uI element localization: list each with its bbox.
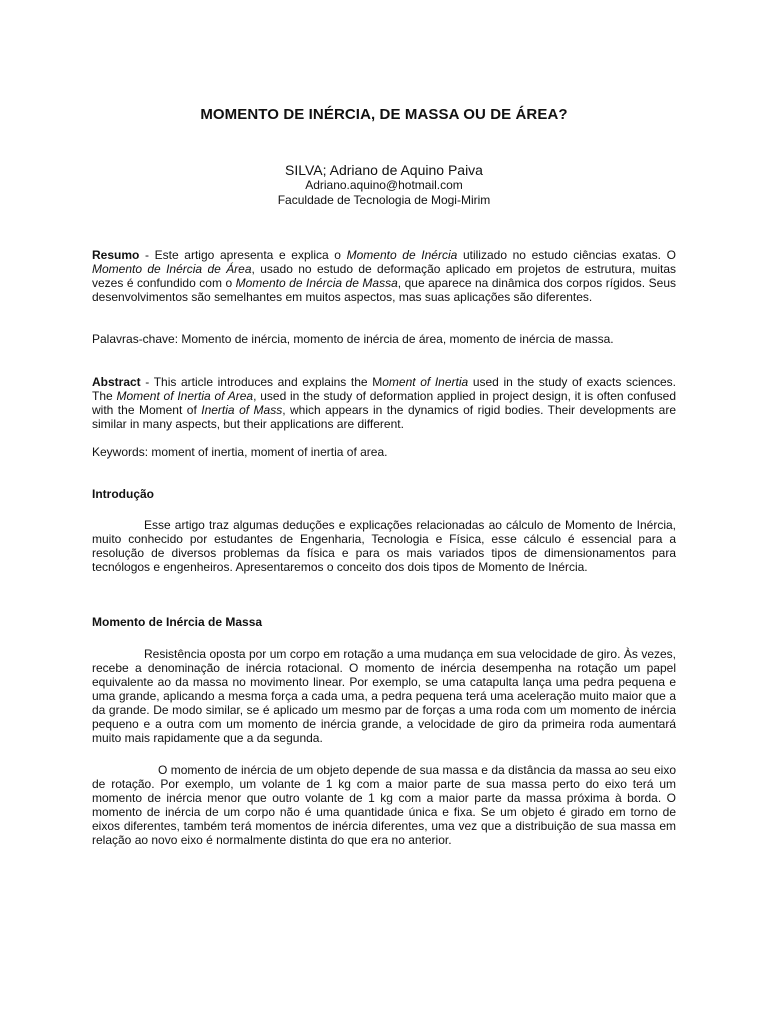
abstract-text-3: , used in the study of deformation applied in project design, it is often confused with the Moment of [92, 389, 677, 417]
section-heading-introducao: Introdução [92, 487, 154, 501]
section-heading-momento-massa: Momento de Inércia de Massa [92, 615, 263, 629]
momento-massa-paragraph-1: Resistência oposta por um corpo em rotação a uma mudança em sua velocidade de giro. Às vezes, recebe a denominação de inércia rotacional. O momento de inércia desempenha na rotação um papel equivalente ao da massa no movimento linear. Por exemplo, se uma catapulta lança uma pedra pequena e uma grande, aplicando a mesma força a cada uma, a pedra pequena terá uma aceleração muito maior que a da grande. De modo similar, se é aplicado um mesmo par de forças a uma roda com um momento de inércia pequeno e a outra com um momento de inércia grande, a velocidade de giro da primeira roda aumentará muito mais rapidamente que a da segunda. [92, 647, 676, 745]
resumo-text-4: , que aparece na dinâmica dos corpos rígidos. Seus desenvolvimentos são semelhantes em muitos aspectos, mas suas aplicações são diferentes. [92, 276, 676, 304]
paper-title: MOMENTO DE INÉRCIA, DE MASSA OU DE ÁREA? [200, 106, 568, 123]
abstract-text-1: - This article introduces and explains the M [140, 375, 383, 389]
resumo-italic-3: Momento de Inércia de Massa [235, 276, 398, 290]
palavras-chave: Palavras-chave: Momento de inércia, momento de inércia de área, momento de inércia de massa. [92, 332, 614, 346]
author-email: Adriano.aquino@hotmail.com [305, 178, 463, 192]
introducao-paragraph: Esse artigo traz algumas deduções e explicações relacionadas ao cálculo de Momento de Inércia, muito conhecido por estudantes de Engenharia, Tecnologia e Física, esse cálculo é essencial para a resolução de diversos problemas da física e para os mais variados tipos de dimensionamentos para tecnólogos e engenheiros. Apresentaremos o conceito dos dois tipos de Momento de Inércia. [92, 518, 676, 574]
author-affiliation: Faculdade de Tecnologia de Mogi-Mirim [277, 193, 491, 207]
resumo-text-1: - Este artigo apresenta e explica o [139, 248, 347, 262]
resumo-text-2: utilizado no estudo ciências exatas. O [457, 248, 676, 262]
abstract-italic-2: Moment of Inertia of Area [116, 389, 254, 403]
momento-massa-paragraph-2: O momento de inércia de um objeto depende de sua massa e da distância da massa ao seu eixo de rotação. Por exemplo, um volante de 1 kg com a maior parte de sua massa perto do eixo terá um momento de inércia menor que outro volante de 1 kg com a maior parte da massa próxima à borda. O momento de inércia de um corpo não é uma quantidade única e fixa. Se um objeto é girado em torno de eixos diferentes, também terá momentos de inércia diferentes, uma vez que a distribuição de sua massa em relação ao novo eixo é normalmente distinta do que era no anterior. [92, 763, 676, 847]
resumo-italic-1: Momento de Inércia [346, 248, 458, 262]
author-name: SILVA; Adriano de Aquino Paiva [285, 162, 483, 178]
keywords: Keywords: moment of inertia, moment of inertia of area. [92, 445, 388, 459]
abstract-italic-3: Inertia of Mass [201, 403, 283, 417]
resumo-paragraph [92, 248, 676, 304]
abstract-label: Abstract [92, 375, 141, 389]
resumo-italic-2: Momento de Inércia de Área [92, 262, 252, 276]
abstract-paragraph [92, 375, 676, 431]
resumo-label: Resumo [92, 248, 140, 262]
abstract-text-4: , which appears in the dynamics of rigid bodies. Their developments are similar in many aspects, but their applications are different. [92, 403, 676, 431]
abstract-italic-1: oment of Inertia [382, 375, 469, 389]
resumo-text-3: , usado no estudo de deformação aplicado em projetos de estrutura, muitas vezes é confundido com o [92, 262, 676, 290]
abstract-text-2: used in the study of exacts sciences. The [92, 375, 676, 403]
